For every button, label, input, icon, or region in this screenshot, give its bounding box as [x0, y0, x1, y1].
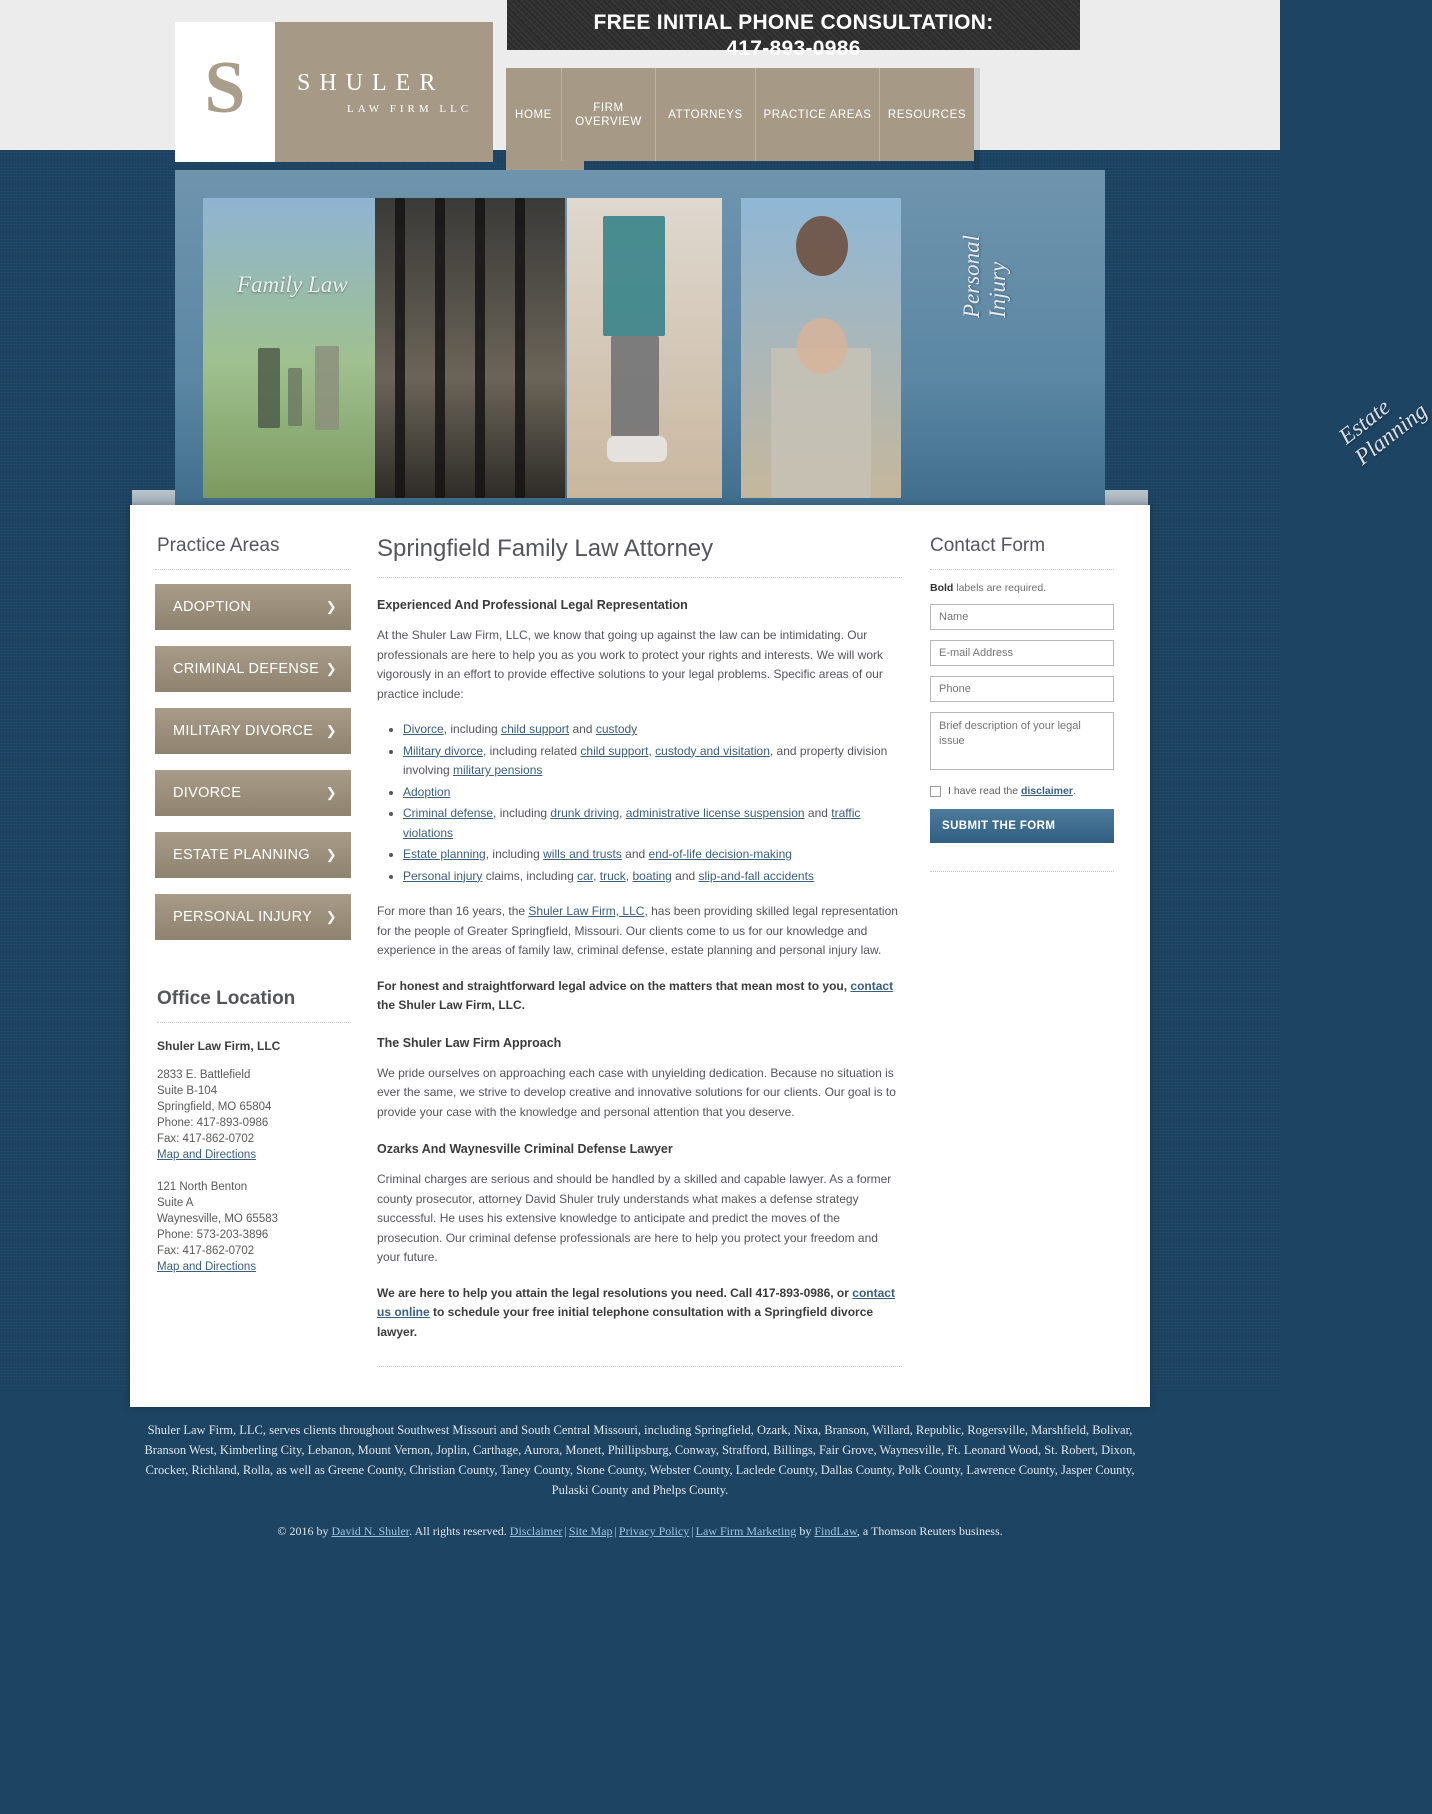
contact-link[interactable]: contact [850, 978, 894, 993]
sidebar-item-label: PERSONAL INJURY [173, 909, 313, 925]
practice-bullet-text: , and property division involving [403, 743, 888, 777]
practice-bullet-text: and [621, 847, 649, 861]
hero-banner [175, 170, 1432, 520]
address-line-2: Suite B-104 [157, 1085, 218, 1097]
address-line-1: 121 North Benton [157, 1181, 248, 1193]
phone-consultation-label: FREE INITIAL PHONE CONSULTATION: [593, 11, 994, 34]
logo-wordmark-box [275, 22, 493, 162]
logo-monogram-box [175, 22, 275, 162]
disclaimer-checkbox[interactable] [930, 786, 941, 797]
address-line-3: Springfield, MO 65804 [157, 1101, 272, 1113]
main-navigation [506, 68, 974, 161]
disclaimer-pre: I have read the [948, 785, 1021, 797]
content-bottom-divider [377, 1366, 902, 1367]
practice-bullet-text: , [625, 868, 633, 883]
disclaimer-link[interactable]: disclaimer [1020, 785, 1073, 797]
heading-experienced: Experienced And Professional Legal Representation [377, 598, 688, 612]
required-note-bold: Bold [930, 582, 954, 594]
practice-bullet-item [403, 867, 902, 887]
paragraph-cta-post: the Shuler Law Firm, LLC. [377, 998, 526, 1012]
sidebar-practice-areas-heading: Practice Areas [155, 535, 351, 570]
sidebar-item-adoption[interactable] [155, 584, 351, 630]
practice-bullet-link[interactable]: boating [632, 868, 672, 883]
email-field[interactable] [930, 640, 1114, 666]
hero-label-personal-injury: Personal Injury [959, 234, 1010, 318]
chevron-right-icon: ❯ [325, 661, 337, 676]
paragraph-final-post: to schedule your free initial telephone consultation with a Springfield divorce lawyer. [377, 1305, 874, 1339]
practice-bullet-link[interactable]: drunk driving [550, 806, 620, 820]
address-line-1: 2833 E. Battlefield [157, 1069, 251, 1081]
logo-firm-subtitle: LAW FIRM LLC [347, 102, 473, 115]
sidebar-item-label: ESTATE PLANNING [173, 847, 310, 863]
practice-bullet-text: , [648, 743, 656, 758]
practice-bullet-link[interactable]: Divorce [403, 722, 444, 736]
contact-online-link[interactable]: contact us online [377, 1285, 895, 1319]
practice-areas-list [155, 584, 351, 940]
sidebar-item-label: DIVORCE [173, 785, 242, 801]
practice-bullet-text: , [593, 868, 600, 883]
office-address-waynesville [157, 1179, 351, 1275]
practice-bullet-list [377, 720, 902, 886]
footer-service-area-text: Shuler Law Firm, LLC, serves clients throughout Southwest Missouri and South Central Missouri, including Springfield, Ozark, Nixa, Branson, Willard, Republic, Rogersville, Marshfield, Bolivar, Branson West, Kimberling City, Lebanon, Mount Vernon, Joplin, Carthage, Aurora, Monett, Phillipsburg, Conway, Strafford, Billings, Fair Grove, Waynesville, Ft. Leonard Wood, St. Robert, Dixon, Crocker, Richland, Rolla, as well as Greene County, Christian County, Taney County, Stone County, Webster County, Laclede County, Dallas County, Polk County, Lawrence County, Jasper County, Pulaski County and Phelps County. [144, 1423, 1136, 1497]
chevron-right-icon: ❯ [325, 599, 337, 614]
main-content-card [130, 505, 1150, 1407]
phone-number[interactable]: 417-893-0986 [726, 37, 861, 60]
address-phone: Phone: 417-893-0986 [157, 1117, 269, 1129]
chevron-right-icon: ❯ [325, 847, 337, 862]
paragraph-years-post: has been providing skilled legal representation for the people of Greater Springfield, Missouri. Our clients come to us for our knowledge and experience in the areas of family law, criminal defense, estate planning and personal injury law. [377, 904, 898, 957]
sidebar-item-label: ADOPTION [173, 599, 252, 615]
disclaimer-post: . [1072, 785, 1076, 797]
footer-link-disclaimer[interactable]: Disclaimer [509, 1524, 563, 1538]
practice-bullet-link[interactable]: traffic violations [403, 806, 861, 840]
main-column [351, 535, 930, 1367]
paragraph-years [377, 902, 902, 961]
practice-bullet-link[interactable]: end-of-life decision-making [648, 847, 792, 861]
office-address-springfield [157, 1067, 351, 1163]
practice-bullet-link[interactable]: truck [599, 868, 626, 883]
phone-consultation-banner [507, 0, 1080, 60]
footer-separator: | [614, 1524, 617, 1538]
practice-bullet-link[interactable]: custody and visitation [655, 743, 770, 758]
footer-link-site-map[interactable]: Site Map [568, 1524, 613, 1538]
hero-image-family-law [203, 198, 393, 498]
logo-firm-name: SHULER [297, 69, 445, 96]
sidebar-office-location-heading: Office Location [157, 988, 351, 1023]
practice-bullet-link[interactable]: child support [501, 722, 570, 736]
contact-form-column [930, 535, 1114, 1367]
practice-bullet-link[interactable]: wills and trusts [543, 847, 622, 861]
practice-bullet-link[interactable]: slip-and-fall accidents [698, 868, 814, 883]
nav-item-practice-areas[interactable]: PRACTICE AREAS [756, 68, 880, 161]
phone-field[interactable] [930, 676, 1114, 702]
firm-link[interactable]: Shuler Law Firm, LLC, [528, 904, 648, 918]
nav-item-firm-overview[interactable]: FIRM OVERVIEW [562, 68, 656, 161]
form-bottom-divider [930, 871, 1114, 872]
map-directions-link-springfield[interactable]: Map and Directions [157, 1149, 257, 1161]
name-field[interactable] [930, 604, 1114, 630]
site-logo[interactable] [175, 22, 493, 162]
copyright-owner-link[interactable]: David N. Shuler [331, 1524, 410, 1538]
sidebar-item-label: MILITARY DIVORCE [173, 723, 314, 739]
paragraph-years-pre: For more than 16 years, the [377, 904, 529, 918]
heading-ozarks: Ozarks And Waynesville Criminal Defense Lawyer [377, 1142, 673, 1156]
sidebar-item-military-divorce[interactable] [155, 708, 351, 754]
paragraph-cta [377, 977, 902, 1016]
practice-bullet-link[interactable]: Criminal defense [403, 806, 494, 820]
required-fields-note [930, 582, 1114, 594]
practice-bullet-link[interactable]: Personal injury [403, 868, 483, 883]
office-firm-name: Shuler Law Firm, LLC [157, 1039, 281, 1053]
nav-item-resources[interactable]: RESOURCES [880, 68, 974, 161]
address-line-3: Waynesville, MO 65583 [157, 1213, 279, 1225]
practice-bullet-text: claims, including [482, 868, 578, 883]
footer [0, 1420, 1280, 1539]
sidebar-item-label: CRIMINAL DEFENSE [173, 661, 320, 677]
practice-bullet-link[interactable]: Estate planning [403, 847, 486, 861]
sidebar-item-personal-injury[interactable] [155, 894, 351, 940]
practice-bullet-item [403, 742, 902, 781]
footer-tail: , a Thomson Reuters business. [856, 1524, 1003, 1538]
practice-bullet-text: and [671, 868, 699, 883]
practice-bullet-link[interactable]: military pensions [453, 763, 543, 777]
practice-bullet-link[interactable]: car [577, 868, 594, 883]
practice-bullet-link[interactable]: administrative license suspension [625, 806, 805, 820]
practice-bullet-item [403, 783, 902, 803]
practice-bullet-item [403, 804, 902, 843]
map-directions-link-waynesville[interactable]: Map and Directions [157, 1261, 257, 1273]
footer-link-law-firm-marketing[interactable]: Law Firm Marketing [695, 1524, 797, 1538]
sidebar-item-criminal-defense[interactable] [155, 646, 351, 692]
address-fax: Fax: 417-862-0702 [157, 1133, 255, 1145]
footer-link-findlaw[interactable]: FindLaw [814, 1524, 857, 1538]
paragraph-cta-pre: For honest and straightforward legal advice on the matters that mean most to you, [377, 978, 851, 993]
disclaimer-row [930, 785, 1114, 797]
page-title: Springfield Family Law Attorney [377, 535, 902, 578]
message-field[interactable] [930, 712, 1114, 770]
disclaimer-text [948, 785, 1076, 797]
address-phone: Phone: 573-203-3896 [157, 1229, 269, 1241]
contact-form-heading: Contact Form [930, 535, 1114, 570]
logo-initial: S [204, 47, 246, 129]
nav-item-attorneys[interactable]: ATTORNEYS [656, 68, 756, 161]
footer-legal-line [130, 1524, 1150, 1539]
address-line-2: Suite A [157, 1197, 194, 1209]
practice-bullet-text: and [569, 722, 596, 736]
sidebar-item-divorce[interactable] [155, 770, 351, 816]
footer-link-privacy-policy[interactable]: Privacy Policy [618, 1524, 690, 1538]
footer-by-label: by [796, 1524, 815, 1538]
chevron-right-icon: ❯ [325, 909, 337, 924]
practice-bullet-text: , including related [483, 743, 581, 758]
practice-bullet-text: , including [493, 806, 551, 820]
footer-separator: | [691, 1524, 694, 1538]
nav-item-home[interactable]: HOME [506, 68, 562, 161]
hero-label-estate-planning: Estate Planning [1333, 394, 1432, 470]
submit-button[interactable]: SUBMIT THE FORM [930, 809, 1114, 843]
practice-bullet-link[interactable]: custody [595, 722, 638, 736]
paragraph-final-pre: We are here to help you attain the legal resolutions you need. Call 417-893-0986, or [377, 1285, 853, 1300]
practice-bullet-link[interactable]: child support [580, 743, 649, 758]
practice-bullet-text: , including [443, 722, 502, 736]
footer-separator: | [564, 1524, 567, 1538]
practice-bullet-text: , [619, 806, 626, 820]
practice-bullet-link[interactable]: Adoption [403, 784, 451, 799]
practice-bullet-link[interactable]: Military divorce [403, 743, 484, 758]
practice-bullet-item [403, 720, 902, 740]
heading-approach: The Shuler Law Firm Approach [377, 1035, 562, 1050]
hero-label-family-law: Family Law [237, 272, 348, 297]
copyright-post: . All rights reserved. [409, 1524, 507, 1538]
sidebar [155, 535, 351, 1367]
required-note-rest: labels are required. [953, 582, 1047, 594]
paragraph-final-cta [377, 1284, 902, 1343]
practice-bullet-text: , including [485, 847, 544, 861]
paragraph-ozarks: Criminal charges are serious and should be handled by a skilled and capable lawyer. As a former county prosecutor, attorney David Shuler truly understands what makes a defense strategy successful. He uses his extensive knowledge to anticipate and predict the moves of the prosecution. Our criminal defense professionals are here to help you protect your freedom and your future. [377, 1172, 892, 1264]
paragraph-intro: At the Shuler Law Firm, LLC, we know that going up against the law can be intimidating. Our professionals are here to help you as you work to protect your rights and interests. We will work vigorously in an effort to provide effective solutions to your legal problems. Specific areas of our practice include: [377, 628, 884, 701]
sidebar-item-estate-planning[interactable] [155, 832, 351, 878]
chevron-right-icon: ❯ [325, 723, 337, 738]
address-fax: Fax: 417-862-0702 [157, 1245, 255, 1257]
practice-bullet-item [403, 845, 902, 865]
paragraph-approach: We pride ourselves on approaching each case with unyielding dedication. Because no situation is ever the same, we strive to develop creative and innovative solutions for our clients. Our goal is to provide your case with the knowledge and personal attention that you deserve. [377, 1065, 896, 1119]
chevron-right-icon: ❯ [325, 785, 337, 800]
copyright-pre: © 2016 by [277, 1524, 332, 1538]
practice-bullet-text: and [804, 806, 832, 820]
hero-image-criminal-defense [375, 198, 565, 498]
hero-image-personal-injury [567, 198, 1010, 498]
